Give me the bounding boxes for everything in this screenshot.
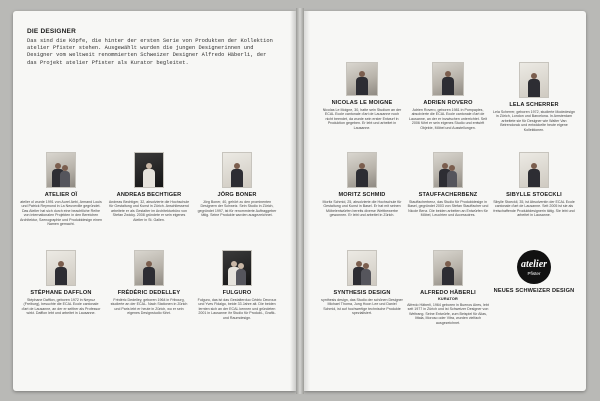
designer-card-frederic-dedelley: [106, 250, 192, 316]
designer-photo: [433, 250, 463, 286]
logo-line-2: Pfister: [527, 271, 541, 276]
designer-name: FULGURO: [222, 290, 252, 296]
designer-name: SIBYLLE STOECKLI: [506, 192, 562, 198]
designer-name: ANDREAS BECHTIGER: [116, 192, 182, 198]
designer-name: STAUFFACHERBENZ: [418, 192, 478, 198]
designer-name: MORITZ SCHMID: [338, 192, 386, 198]
designer-photo: [347, 152, 377, 188]
designer-photo: [346, 62, 378, 96]
designer-name: NICOLAS LE MOIGNE: [331, 100, 393, 106]
brand-caption: NEUES SCHWEIZER DESIGN: [493, 288, 575, 294]
designer-name: JÖRG BONER: [217, 192, 257, 198]
logo-line-1: atelier: [520, 259, 548, 270]
designer-name: SYNTHESIS DESIGN: [333, 290, 391, 296]
designer-card-sibylle-stoeckli: [491, 152, 577, 218]
brand-card-neues-schweizer-design: [491, 250, 577, 294]
designer-photo: [134, 250, 164, 286]
atelier-pfister-logo: [517, 250, 551, 284]
designer-bio: Jörg Boner, 40, gehört zu den prominenten Designern der Schweiz. Sein Studio in Zürich, gegründet 1997, ist für renommierte Auftraggeber tätig. Seine Produkte wurden ausgezeichnet.: [197, 200, 277, 218]
designer-bio: atelier oï wurde 1991 von Aurel Aebi, Armand Louis und Patrick Reymond in La Neuveville gegründet. Das Atelier hat sich durch eine beachtliche Reihe von internationalen Projekten in den Bereichen Architektur, Szenographie und Produktdesign einen Namen gemacht.: [20, 200, 102, 227]
designer-name: ADRIEN ROVERO: [423, 100, 473, 106]
designer-bio: synthesis design, das Studio der schönen Designer Michael Thoma, Jung Hoon Lee und Daniel Schmid, ist auf hochwertige technische Produkte spezialisiert.: [321, 298, 403, 316]
designer-name: ALFREDO HÄBERLI: [420, 290, 476, 296]
designer-name: STÉPHANE DAFFLON: [30, 290, 92, 296]
book-spine: [296, 8, 304, 394]
designer-role: KURATOR: [437, 297, 459, 301]
designer-card-lela-scherrer: [491, 62, 577, 132]
designer-photo: [222, 152, 252, 188]
designer-card-andreas-bechtiger: [106, 152, 192, 222]
designer-photo: [347, 250, 377, 286]
designer-bio: Frédéric Dedelley, geboren 1964 in Fribourg, studierte an der ECAL. Nach Stationen in Zürich und Paris lebt er heute in Zürich, wo er sein eigenes Designstudio führt.: [110, 298, 188, 316]
designer-card-moritz-schmid: [319, 152, 405, 218]
designer-card-synthesis-design: [319, 250, 405, 316]
designer-bio: Nicolas Le Moigne, 30, hatte sein Studium an der ECAL Ecole cantonale d'art de Lausanne noch nicht beendet, da wurde sein erster Entwurf in Produktion gegeben. Er lebt und arbeitet in Lausanne.: [322, 108, 402, 130]
designer-bio: Andreas Bechtiger, 32, absolvierte die Hochschule für Gestaltung und Kunst in Zürich. Anschliessend arbeitete er als Gestalter im Architekturbüro von Stefan Zwicky. 2008 gründete er sein eigenes Atelier in St. Gallen.: [108, 200, 190, 222]
intro-text: Das sind die Köpfe, die hinter der ersten Serie von Produkten der Kollektion atelier Pfister stehen. Ausgewählt wurden die jungen Designerinnen und Designer vom weltweit renommierten Schweizer Designer Alfredo Häberli, der das Projekt atelier Pfister als Kurator begleitet.: [27, 38, 273, 66]
designer-photo: [46, 250, 76, 286]
designer-bio: Moritz Schmid, 25, absolvierte die Hochschule für Gestaltung und Kunst in Basel. Er hat mit seinen Möbelentwürfen bereits diverse Wettbewerbe gewonnen. Er lebt und arbeitet in Zürich.: [322, 200, 402, 218]
designer-photo: [222, 250, 252, 286]
designer-card-fulguro: [194, 250, 280, 320]
designer-name: LELA SCHERRER: [509, 102, 559, 108]
designer-bio: Alfredo Häberli, 1964 geboren in Buenos Aires, lebt seit 1977 in Zürich und ist Schweizer Designer von Weltrang. Seine Entwürfe, zum Beispiel für Alias, Iittala, Moroso oder Vitra, wurden vielfach ausgezeichnet.: [407, 303, 489, 325]
section-title: DIE DESIGNER: [27, 28, 76, 35]
designer-card-joerg-boner: [194, 152, 280, 218]
designer-photo: [519, 152, 549, 188]
designer-name: FRÉDÉRIC DEDELLEY: [117, 290, 181, 296]
designer-name: ATELIER OÏ: [44, 192, 78, 198]
designer-bio: Stauffacherbenz, das Studio für Produktdesign in Basel, gegründet 2003 von Stefan Stauffacher und Nicole Benz. Die beiden arbeiten an Entwürfen für Möbel, Leuchten und Accessoires.: [407, 200, 489, 218]
designer-card-stauffacherbenz: [405, 152, 491, 218]
designer-photo: [519, 62, 549, 98]
designer-bio: Stéphane Dafflon, geboren 1972 in Neyruz (Freiburg), besuchte die ECAL Ecole cantonale d'art de Lausanne, an der er seither als Professor wirkt. Dafflon lebt und arbeitet in Lausanne.: [21, 298, 101, 316]
designer-bio: Fulguro, das ist das Gestalterduo Cédric Decroux und Yves Fidalgo, beide 33 Jahre alt. Die beiden lernten sich an der ECAL kennen und gründeten 2001 in Lausanne ihr Studio für Produkt-, Grafik- und Raumdesign.: [197, 298, 277, 320]
designer-photo: [432, 62, 464, 96]
designer-photo: [134, 152, 164, 188]
designer-photo: [433, 152, 463, 188]
designer-bio: Adrien Rovero, geboren 1981 in Pompaples, absolvierte die ECAL Ecole cantonale d'art de Lausanne, an der er inzwischen unterrichtet. Seit 2006 führt er sein eigenes Studio und entwirft Objekte, Möbel und Ausstellungen.: [409, 108, 487, 130]
designer-card-nicolas-le-moigne: [319, 62, 405, 130]
designer-card-alfredo-haeberli: [405, 250, 491, 325]
designer-card-stephane-dafflon: [18, 250, 104, 316]
designer-photo: [46, 152, 76, 188]
designer-card-adrien-rovero: [405, 62, 491, 130]
designer-bio: Sibylle Stoeckli, 35, ist Absolventin der ECAL Ecole cantonale d'art de Lausanne. Seit 2005 ist sie als freischaffende Produktdesignerin tätig. Sie lebt und arbeitet in Lausanne.: [493, 200, 575, 218]
designer-card-atelier-oi: [18, 152, 104, 226]
right-gutter-shadow: [304, 11, 310, 391]
designer-bio: Lela Scherrer, geboren 1972, studierte Modedesign in Zürich, London und Barcelona. In Amsterdam arbeitete sie für Designer wie Walter Van Beirendonck und entwickelte heute eigene Kollektionen.: [493, 110, 575, 132]
